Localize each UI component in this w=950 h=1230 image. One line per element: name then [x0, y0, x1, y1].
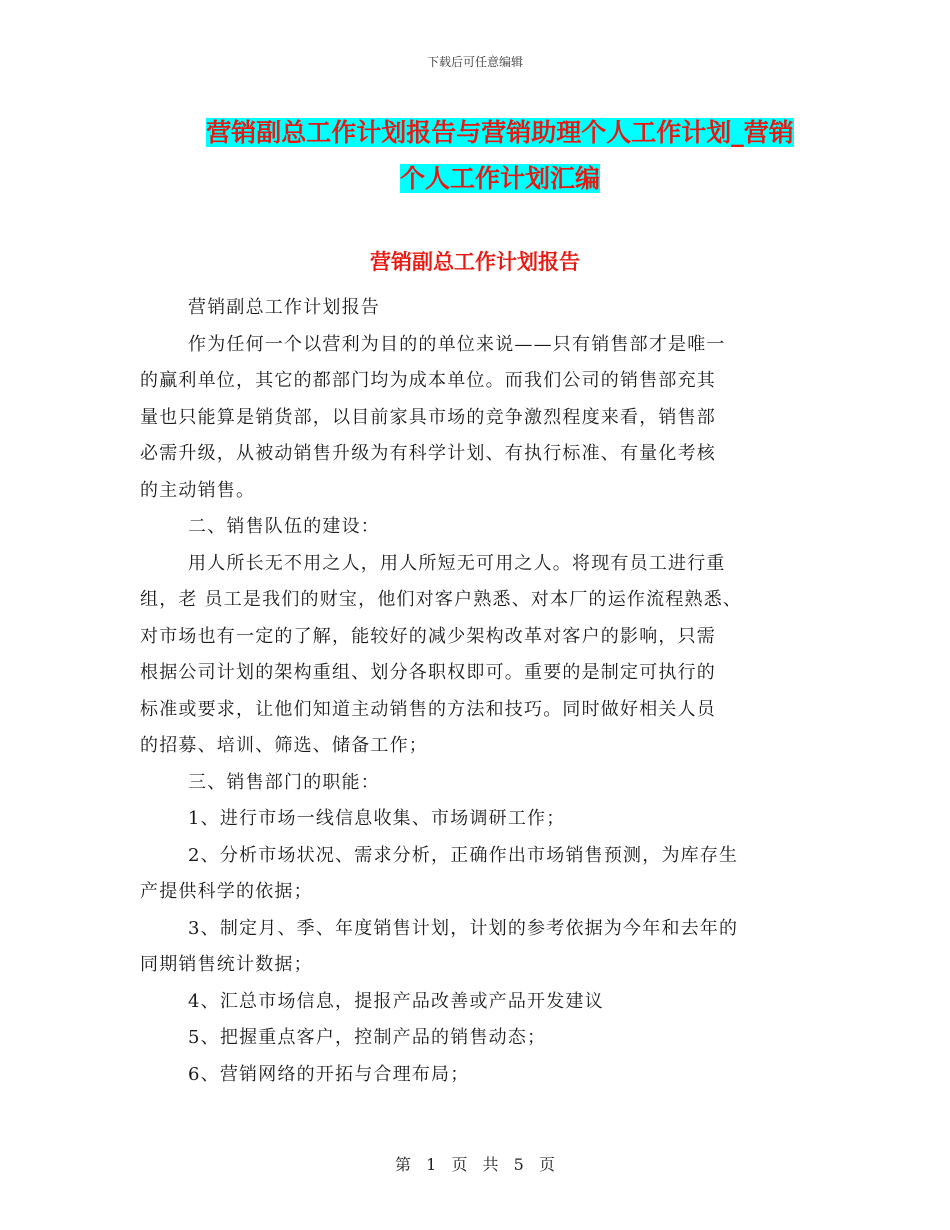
total-pages: 5: [513, 1155, 524, 1174]
paragraph: 三、销售部门的职能：: [188, 771, 380, 793]
section-title: 营销副总工作计划报告: [370, 250, 580, 274]
paragraph: 用人所长无不用之人，用人所短无可用之人。将现有员工进行重 组，老 员工是我们的财宝，他们对客户熟悉、对本厂的运作流程熟悉、 对市场也有一定的了解，能较好的减少架构改革对客户的影响，只需 根据公司计划的架构重组、划分各职权即可。重要的是制定可执行的 标准或要求，让他们知道主动销售的方法和技巧。同时做好相关人员 的招募、培训、筛选、储备工作；: [140, 552, 743, 756]
paragraph: 作为任何一个以营利为目的的单位来说——只有销售部才是唯一 的赢利单位，其它的都部门均为成本单位。而我们公司的销售部充其 量也只能算是销货部，以目前家具市场的竞争激烈程度来看，销售部 必需升级，从被动销售升级为有科学计划、有执行标准、有量化考核 的主动销售。: [140, 333, 726, 501]
page-unit: 页: [451, 1155, 468, 1174]
paragraph: 4、汇总市场信息，提报产品改善或产品开发建议: [188, 990, 604, 1012]
paragraph: 6、营销网络的开拓与合理布局；: [188, 1063, 470, 1085]
page-number: 1: [426, 1155, 437, 1174]
paragraph: 1、进行市场一线信息收集、市场调研工作；: [188, 808, 566, 829]
paragraph: 营销副总工作计划报告: [188, 297, 380, 318]
document-title-line-2: 个人工作计划汇编: [399, 164, 600, 193]
total-label: 共: [482, 1155, 499, 1174]
total-unit: 页: [538, 1155, 555, 1174]
document-body: [140, 290, 820, 1093]
page-footer: [0, 1152, 950, 1175]
paragraph: 2、分析市场状况、需求分析，正确作出市场销售预测，为库存生 产提供科学的依据；: [140, 844, 739, 902]
page-label: 第: [395, 1155, 412, 1174]
paragraph: 二、销售队伍的建设：: [188, 516, 380, 537]
paragraph: 5、把握重点客户，控制产品的销售动态；: [188, 1027, 547, 1048]
document-title: [140, 110, 860, 202]
paragraph: 3、制定月、季、年度销售计划，计划的参考依据为今年和去年的 同期销售统计数据；: [140, 917, 739, 975]
header-note: 下载后可任意编辑: [426, 55, 523, 69]
document-title-line-1: 营销副总工作计划报告与营销助理个人工作计划_营销: [206, 118, 794, 147]
